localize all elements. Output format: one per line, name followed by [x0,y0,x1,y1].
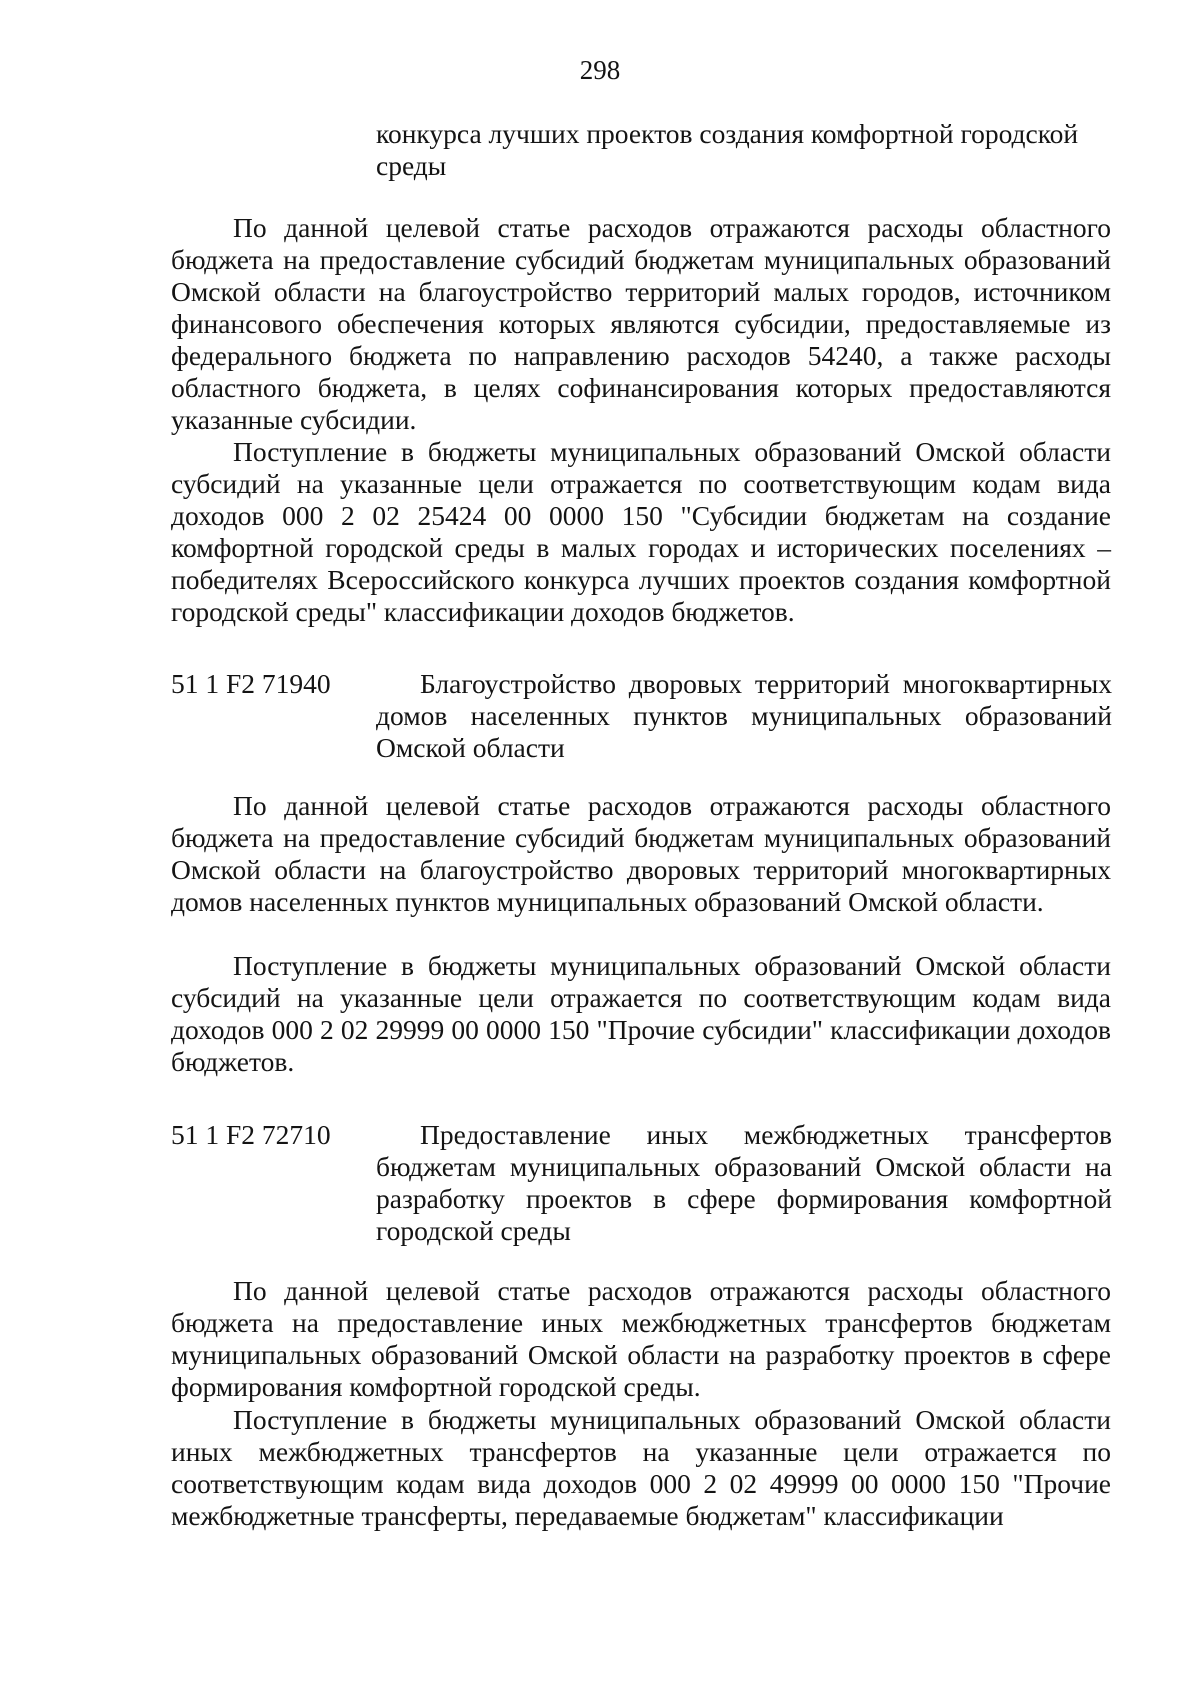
paragraph-2: Поступление в бюджеты муниципальных образований Омской области субсидий на указанные цели отражается по соответствующим кодам вида доходов 000 2 02 25424 00 0000 150 "Субсидии бюджетам на создание комфортной городской среды в малых городах и исторических поселениях – победителях Всероссийского конкурса лучших проектов создания комфортной городской среды" классификации доходов бюджетов. [171,436,1111,627]
paragraph-3: По данной целевой статье расходов отражаются расходы областного бюджета на предоставление субсидий бюджетам муниципальных образований Омской области на благоустройство дворовых территорий многоквартирных домов населенных пунктов муниципальных образований Омской области. [171,790,1111,917]
target-code-72710: 51 1 F2 72710 [171,1119,331,1150]
target-title-72710: Предоставление иных межбюджетных трансфертов бюджетам муниципальных образований Омской области на разработку проектов в сфере формирования комфортной городской среды [376,1119,1112,1246]
paragraph-4: Поступление в бюджеты муниципальных образований Омской области субсидий на указанные цели отражается по соответствующим кодам вида доходов 000 2 02 29999 00 0000 150 "Прочие субсидии" классификации доходов бюджетов. [171,950,1111,1077]
page-number: 298 [579,55,621,85]
paragraph-5: По данной целевой статье расходов отражаются расходы областного бюджета на предоставление иных межбюджетных трансфертов бюджетам муниципальных образований Омской области на разработку проектов в сфере формирования комфортной городской среды. [171,1275,1111,1402]
paragraph-1: По данной целевой статье расходов отражаются расходы областного бюджета на предоставление субсидий бюджетам муниципальных образований Омской области на благоустройство территорий малых городов, источником финансового обеспечения которых являются субсидии, предоставляемые из федерального бюджета по направлению расходов 54240, а также расходы областного бюджета, в целях софинансирования которых предоставляются указанные субсидии. [171,212,1111,435]
target-title-71940: Благоустройство дворовых территорий многоквартирных домов населенных пунктов муниципальных образований Омской области [376,668,1112,763]
continuation-title: конкурса лучших проектов создания комфортной городской среды [376,118,1079,181]
target-code-71940: 51 1 F2 71940 [171,668,331,699]
paragraph-6: Поступление в бюджеты муниципальных образований Омской области иных межбюджетных трансфертов на указанные цели отражается по соответствующим кодам вида доходов 000 2 02 49999 00 0000 150 "Прочие межбюджетные трансферты, передаваемые бюджетам" классификации [171,1404,1111,1531]
